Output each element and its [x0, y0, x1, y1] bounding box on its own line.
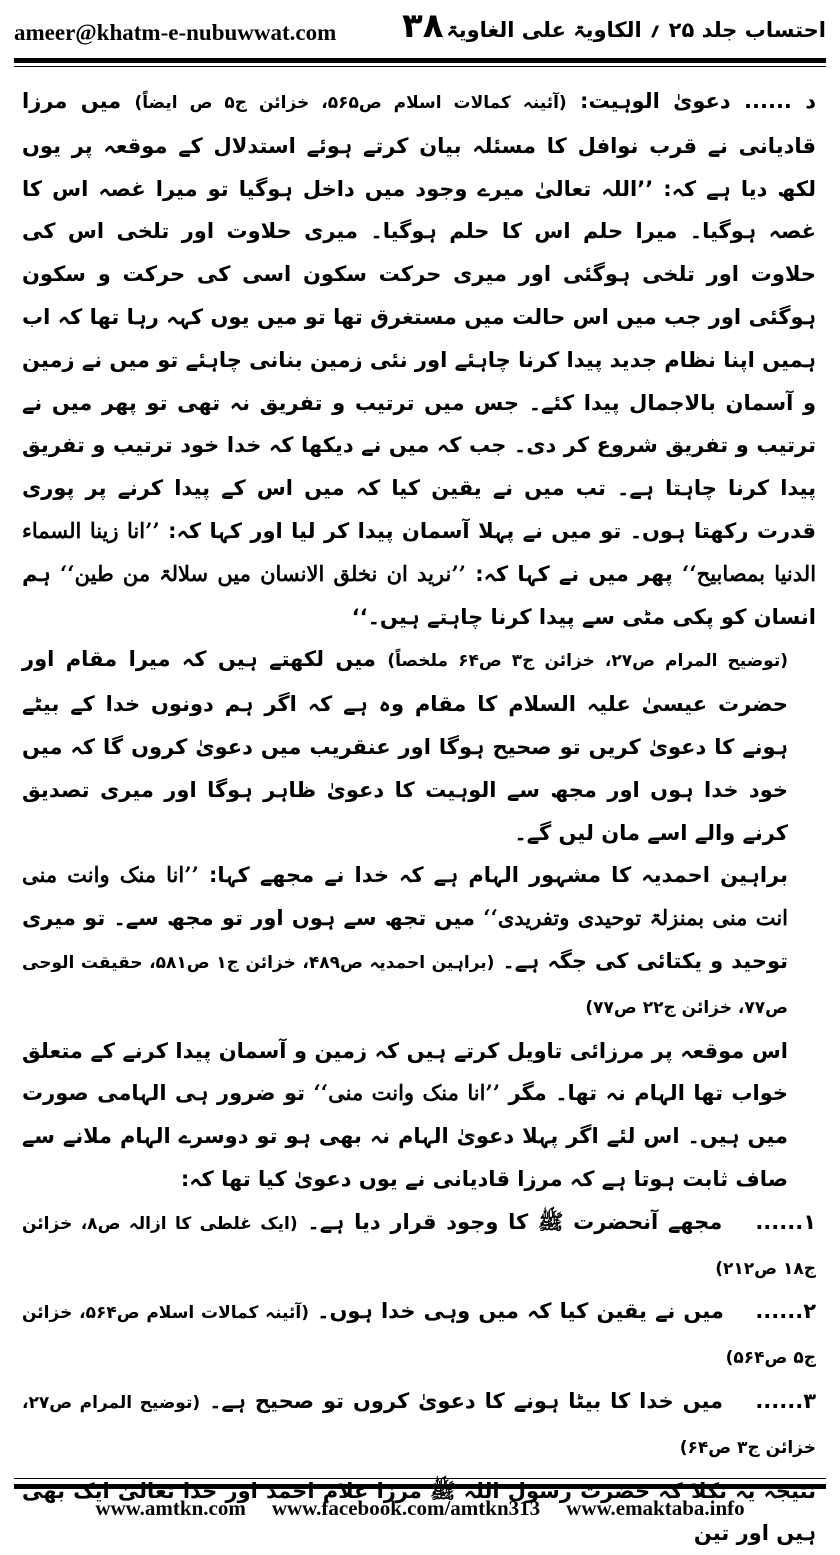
section-marker: د ...... — [744, 89, 816, 113]
paragraph-2 — [22, 638, 816, 854]
arabic-quote: ’’انا زینا السماء الدنیا بمصابیح‘‘ — [22, 518, 816, 586]
list-number: ۱...... — [732, 1201, 816, 1244]
page-header — [14, 8, 826, 56]
footer-rule-thin — [14, 1478, 826, 1479]
section-label: دعویٰ الوہیت: — [580, 89, 731, 113]
reference: (آئینہ کمالات اسلام ص۵۶۴، خزائن ج۵ ص۵۶۴) — [22, 1303, 816, 1368]
arabic-quote: ’’نرید ان نخلق الانسان میں سلالۃ من طین‘‘ — [60, 561, 466, 586]
page-body — [22, 80, 816, 1460]
list-item — [22, 1201, 816, 1291]
list-item — [22, 1290, 816, 1380]
list-text: مجھے آنحضرت ﷺ کا وجود قرار دیا ہے۔ — [307, 1210, 722, 1234]
paragraph-text: میں لکھتے ہیں کہ میرا مقام اور حضرت عیسیٰ علیہ السلام کا مقام وہ ہے کہ اگر ہم دونوں خدا کے بیٹے ہونے کا دعویٰ کریں تو صحیح ہوگا اور عنقریب میں دعویٰ کروں گا کہ میں خود خدا ہوں اور مجھ سے الوہیت کا دعویٰ ظاہر ہوگا اور میری تصدیق کرنے والے اسے مان لیں گے۔ — [22, 647, 788, 844]
arabic-quote: ’’انا منک وانت منی انت منی بمنزلۃ توحیدی وتفریدی‘‘ — [22, 862, 788, 930]
paragraph-text: نتیجہ یہ نکلا کہ حضرت رسول اللہ ﷺ مرزا غلام احمد اور خدا تعالیٰ ایک بھی ہیں اور تین — [22, 1479, 816, 1546]
header-rule-thick — [14, 58, 826, 63]
footer-link-facebook[interactable]: www.facebook.com/amtkn313 — [272, 1496, 540, 1530]
paragraph-text: اس موقعہ پر مرزائی تاویل کرتے ہیں کہ زمین و آسمان پیدا کرنے کے متعلق خواب تھا الہام نہ تھا۔ مگر — [22, 1039, 788, 1106]
paragraph-text: تو ضرور ہی الہامی صورت میں ہیں۔ اس لئے اگر پہلا دعویٰ الہام نہ بھی ہو تو دوسرے الہام ملانے سے صاف ثابت ہوتا ہے کہ مرزا قادیانی نے یوں دعویٰ کیا تھا کہ: — [22, 1081, 788, 1191]
arabic-quote: ’’انا منک وانت منی‘‘ — [313, 1080, 500, 1105]
reference: (توضیح المرام ص۲۷، خزائن ج۳ ص۶۴ ملخصاً) — [387, 651, 788, 671]
paragraph-text: براہین احمدیہ کا مشہور الہام ہے کہ خدا نے مجھے کہا: — [209, 863, 788, 887]
footer-link-emaktaba[interactable]: www.emaktaba.info — [566, 1496, 745, 1530]
reference: (آئینہ کمالات اسلام ص۵۶۵، خزائن ج۵ ص ایضاً) — [135, 93, 567, 113]
reference: (ایک غلطی کا ازالہ ص۸، خزائن ج۱۸ ص۲۱۲) — [22, 1214, 816, 1279]
footer-rule-thick — [14, 1484, 826, 1489]
header-title: احتساب جلد ۲۵ ؍ الکاویۃ علی الغاویۃ — [446, 18, 826, 42]
reference: (براہین احمدیہ ص۴۸۹، خزائن ج۱ ص۵۸۱، حقیقت الوحی ص۷۷، خزائن ج۲۲ ص۷۷) — [22, 953, 788, 1018]
list-number: ۲...... — [732, 1290, 816, 1333]
list-item — [22, 1380, 816, 1470]
paragraph-text: پھر میں نے کہا کہ: — [475, 562, 673, 586]
paragraph-4 — [22, 1030, 816, 1201]
reference: (توضیح المرام ص۲۷، خزائن ج۳ ص۶۴) — [22, 1393, 816, 1458]
paragraph-text: میں تجھ سے ہوں اور تو مجھ سے۔ تو میری توحید و یکتائی کی جگہ ہے۔ — [22, 906, 788, 973]
page-footer — [14, 1496, 826, 1530]
paragraph-text: میں مرزا قادیانی نے قرب نوافل کا مسئلہ بیان کرتے ہوئے استدلال کے موقعہ پر یوں لکھ دیا ہے کہ: ’’اللہ تعالیٰ میرے وجود میں داخل ہوگیا تو میرا غصہ اس کا غصہ ہوگیا۔ میرا حلم اس کا حلم ہوگیا۔ میری حلاوت اور تلخی اس کی حلاوت اور تلخی ہوگئی اور میری حرکت سکون اسی کی حرکت و سکون ہوگئی اور جب میں اس حالت میں مستغرق تھا تو میں یوں کہہ رہا تھا کہ اب ہمیں اپنا نظام جدید پیدا کرنا چاہئے اور نئی زمین بنانی چاہئے تو میں نے زمین و آسمان بالاجمال پیدا کئے۔ جس میں ترتیب و تفریق نہ تھی تو پھر میں نے ترتیب و تفریق شروع کر دی۔ جب کہ میں نے دیکھا کہ خدا خود ترتیب و تفریق پیدا کرنا چاہتا ہے۔ تب میں نے یقین کیا کہ میں اس کے پیدا کرنے پر پوری قدرت رکھتا ہوں۔ تو میں نے پہلا آسمان پیدا کر لیا اور کہا کہ: — [22, 89, 816, 543]
list-text: میں نے یقین کیا کہ میں وہی خدا ہوں۔ — [317, 1299, 724, 1323]
page-number: ۳۸ — [402, 6, 444, 46]
header-rule-thin — [14, 66, 826, 67]
list-text: میں خدا کا بیٹا ہونے کا دعویٰ کروں تو صحیح ہے۔ — [209, 1389, 723, 1413]
paragraph-text: ہم انسان کو پکی مٹی سے پیدا کرنا چاہتے ہیں۔‘‘ — [22, 562, 816, 629]
header-email[interactable]: ameer@khatm-e-nubuwwat.com — [14, 20, 336, 46]
paragraph-1 — [22, 80, 816, 638]
paragraph-3 — [22, 854, 816, 1029]
list-number: ۳...... — [732, 1380, 816, 1423]
footer-link-amtkn[interactable]: www.amtkn.com — [95, 1496, 246, 1530]
